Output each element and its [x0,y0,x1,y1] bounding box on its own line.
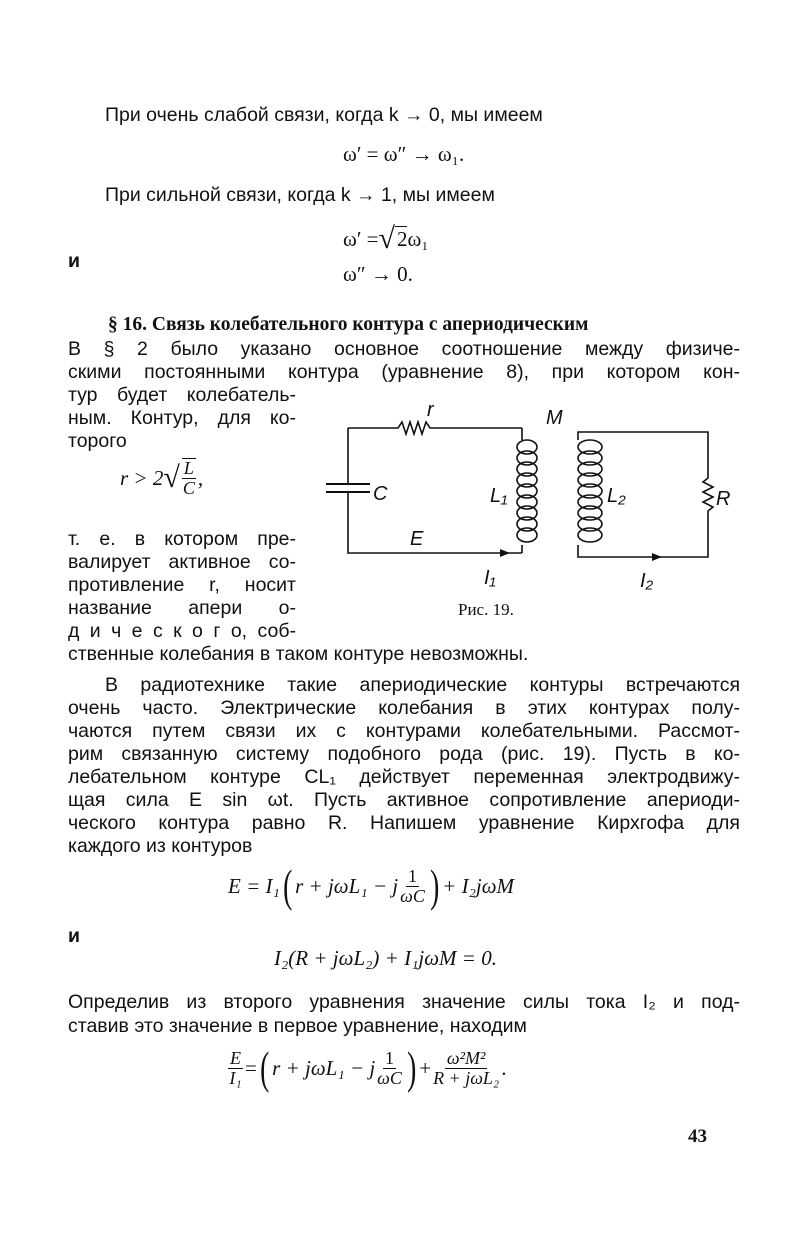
text-line: чаются путем связи их с контурами колебательными. Рассмот- [68,720,740,742]
label-i2: I₂ [640,570,654,592]
text-line: рим связанную систему подобного рода (рис. 19). Пусть в ко- [68,743,740,765]
eq-part: ω₁ [407,226,429,251]
text-line: щая сила E sin ωt. Пусть активное сопротивление апериоди- [68,789,740,811]
resistor-r [348,422,522,434]
text-line: скими постоянными контура (уравнение 8), при котором кон- [68,361,740,383]
numerator: 1 [407,865,417,886]
capacitor [326,484,370,492]
equation-3 [226,1042,507,1093]
text-line: каждого из контуров [68,835,253,857]
denominator: R + jωL₂ [433,1067,500,1088]
text-line: тур будет колебатель- [68,384,296,406]
denominator: I₁ [229,1067,242,1088]
numerator: ω²M² [446,1047,486,1068]
text-line: При очень слабой связи, когда k → 0, мы имеем [105,104,543,126]
right-paren: ) [406,1042,417,1093]
coil-l1 [517,440,537,542]
text-line: В § 2 было указано основное соотношение между физиче- [68,338,740,360]
sqrt [379,222,408,256]
plus-sign: + [419,1055,432,1080]
section-heading: § 16. Связь колебательного контура с апериодическим [108,314,589,335]
page-number: 43 [688,1126,707,1147]
radical-sign: √ [163,461,180,494]
text-line: лебательном контуре CL₁ действует переменная электродвижу- [68,766,740,788]
eq-part: ω′ = [343,226,379,251]
label-r-capital: R [716,488,730,510]
condition-equation [120,458,203,498]
conjunction: и [68,925,80,947]
coil-l2 [578,440,602,542]
text-line: ным. Контур, для ко- [68,407,296,429]
denominator: ωC [400,885,425,906]
arrow-i2 [652,553,662,561]
equation-1 [228,860,515,911]
text-line: валирует активное со- [68,551,296,573]
text-line: очень часто. Электрические колебания в этих контурах полу- [68,697,740,719]
numerator: L [183,458,194,478]
left-paren: ( [259,1042,270,1093]
numerator: E [230,1047,241,1068]
radicand: 2 [396,227,408,251]
text-line: противление r, носит [68,574,296,596]
label-l1: L₁ [490,485,508,507]
denominator: ωC [377,1067,402,1088]
text-line: Определив из второго уравнения значение силы тока I₂ и под- [68,991,740,1013]
label-r: r [427,399,434,421]
text-line: название апери о- [68,597,296,619]
circuit-diagram [310,395,730,605]
text-line: В радиотехнике такие апериодические контуры встречаются [105,674,740,696]
eq-part: E = I₁ [228,873,280,898]
eq-part: + I₂jωM [442,873,515,898]
equation-strong-1 [343,222,429,256]
fraction [182,458,196,498]
right-paren: ) [429,860,440,911]
fraction [377,1049,402,1088]
fraction [433,1049,499,1088]
label-m: M [546,407,563,429]
fraction [400,867,425,906]
label-e: E [410,528,424,550]
equation-2: I₂(R + jωL₂) + I₁jωM = 0. [274,946,497,970]
equation-strong-2: ω″ → 0. [343,262,413,286]
conjunction: и [68,250,80,272]
text-line: т. е. в котором пре- [68,528,296,550]
period: . [501,1055,507,1080]
label-c: C [373,483,388,505]
text-line: ставив это значение в первое уравнение, находим [68,1015,527,1037]
denominator: C [182,478,195,498]
eq-part: r > 2 [120,465,164,490]
text-line: При сильной связи, когда k → 1, мы имеем [105,184,495,206]
text-line: ческого контура равно R. Напишем уравнение Кирхгофа для [68,812,740,834]
text-line: ственные колебания в таком контуре невозможны. [68,643,529,665]
equation-weak: ω′ = ω″ → ω₁. [343,142,465,166]
eq-part: , [197,465,204,490]
left-paren: ( [282,860,293,911]
equals-sign: = [245,1055,257,1080]
text-line: д и ч е с к о г о, соб- [68,620,296,642]
eq-part: r + jωL₁ − j [295,873,399,898]
arrow-i1 [500,549,510,557]
label-i1: I₁ [484,567,496,589]
figure-caption: Рис. 19. [458,600,514,619]
radical-sign: √ [378,222,395,255]
eq-part: r + jωL₁ − j [272,1055,376,1080]
numerator: 1 [385,1047,395,1068]
sqrt [163,458,197,498]
fraction [228,1049,243,1088]
secondary-wires-with-resistor-r [578,432,713,557]
text-line: торого [68,430,127,452]
label-l2: L₂ [607,485,626,507]
